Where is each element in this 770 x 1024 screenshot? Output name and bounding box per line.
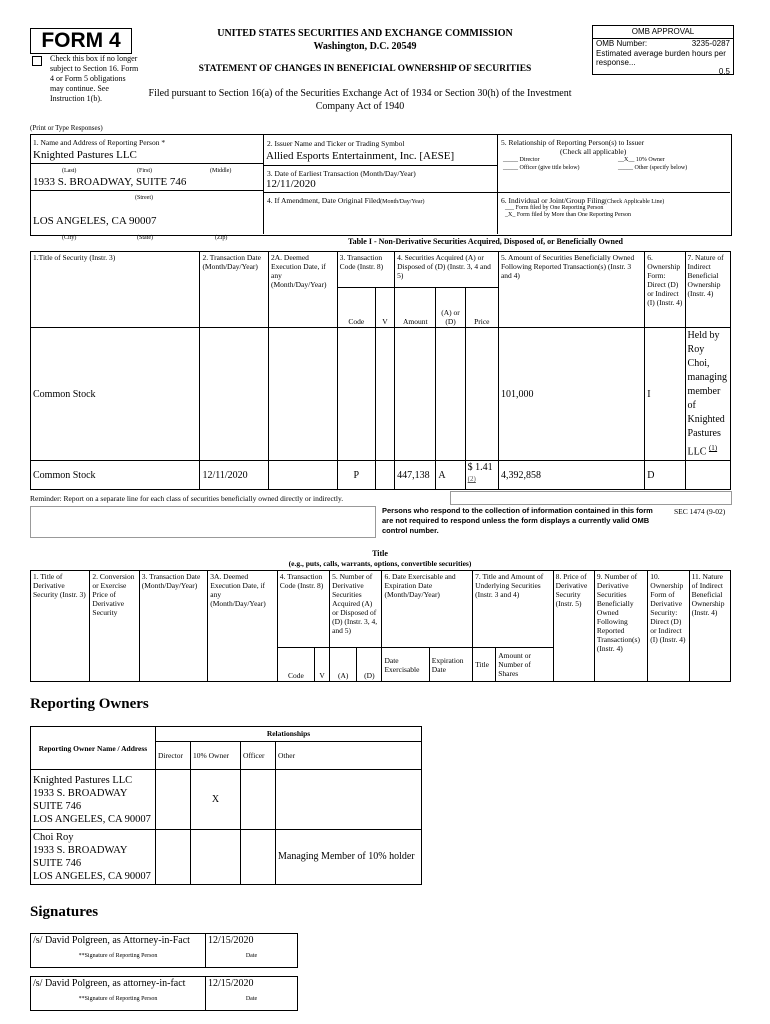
ro-row2-other: Managing Member of 10% holder: [276, 830, 422, 885]
signature-1: /s/ David Polgreen, as Attorney-in-Fact: [31, 934, 206, 952]
date-label-1: Date: [206, 952, 298, 968]
row2-owned: 4,392,858: [498, 461, 644, 490]
state-label: (State): [137, 235, 153, 241]
ro-row1-owner: X: [191, 770, 241, 830]
t1-h2: 2. Transaction Date (Month/Day/Year): [200, 252, 269, 328]
ro-row2-address: Choi Roy 1933 S. BROADWAY SUITE 746 LOS ANGELES, CA 90007: [31, 830, 156, 885]
t1-h5: 5. Amount of Securities Beneficially Owned Following Reported Transaction(s) (Instr. 3 and 4): [498, 252, 644, 328]
omb-number-label: OMB Number:: [596, 39, 648, 48]
t2-h1: 1. Title of Derivative Security (Instr. 3): [31, 571, 90, 682]
reporting-owners-heading: Reporting Owners: [30, 696, 149, 712]
rel-other: _____ Other (specify below): [618, 165, 688, 171]
t2-h4: 4. Transaction Code (Instr. 8): [277, 571, 329, 648]
ro-row2-owner: [191, 830, 241, 885]
table2-derivative: [30, 570, 731, 682]
table2-subtitle: (e.g., puts, calls, warrants, options, convertible securities): [288, 559, 472, 568]
row1-date: [200, 328, 269, 461]
t1-h1: 1.Title of Security (Instr. 3): [31, 252, 200, 328]
ro-row1-other: [276, 770, 422, 830]
t1-v: V: [375, 288, 394, 328]
filing-more: _X_ Form filed by More than One Reporting Person: [505, 212, 631, 218]
rel-owner: __X__ 10% Owner: [618, 157, 665, 163]
box4-sub: (Month/Day/Year): [380, 199, 425, 205]
table-row: [31, 770, 422, 830]
t1-price: Price: [465, 288, 498, 328]
t2-h3a: 3A. Deemed Execution Date, if any (Month/Day/Year): [208, 571, 277, 682]
last-label: (Last): [62, 168, 77, 174]
t2-expiration: Expiration Date: [429, 648, 472, 682]
table-row: [31, 461, 731, 490]
signature-2: /s/ David Polgreen, as attorney-in-fact: [31, 977, 206, 995]
box3-label: 3. Date of Earliest Transaction (Month/Day/Year): [267, 169, 416, 178]
row1-form: I: [645, 328, 685, 461]
t2-v: V: [315, 648, 330, 682]
row2-aord: A: [436, 461, 465, 490]
sig-label-2: **Signature of Reporting Person: [31, 995, 206, 1011]
sig-label-1: **Signature of Reporting Person: [31, 952, 206, 968]
reminder: Reminder: Report on a separate line for each class of securities beneficially owned directly or indirectly.: [30, 494, 344, 503]
t2-amount: Amount or Number of Shares: [496, 648, 553, 682]
t2-h7: 7. Title and Amount of Underlying Securities (Instr. 3 and 4): [473, 571, 554, 648]
t2-d: (D): [357, 648, 382, 682]
street-value: 1933 S. BROADWAY, SUITE 746: [33, 176, 187, 188]
t1-h3: 3. Transaction Code (Instr. 8): [337, 252, 394, 288]
t2-date-exercisable: Date Exercisable: [382, 648, 429, 682]
row1-title: Common Stock: [31, 328, 200, 461]
t1-h7: 7. Nature of Indirect Beneficial Ownership (Instr. 4): [685, 252, 730, 328]
row2-title: Common Stock: [31, 461, 200, 490]
street-label: (Street): [135, 195, 153, 201]
t1-h2a: 2A. Deemed Execution Date, if any (Month/Day/Year): [269, 252, 338, 328]
t2-h11: 11. Nature of Indirect Beneficial Ownership (Instr. 4): [689, 571, 730, 682]
reporting-person-name: Knighted Pastures LLC: [33, 149, 137, 161]
table1-title: Table I - Non-Derivative Securities Acquired, Disposed of, or Beneficially Owned: [348, 237, 623, 246]
table-row: [31, 328, 731, 461]
t2-h5: 5. Number of Derivative Securities Acquired (A) or Disposed of (D) (Instr. 3, 4, and 5): [330, 571, 382, 648]
box5-label: 5. Relationship of Reporting Person(s) to Issuer: [501, 138, 645, 147]
t1-aord: (A) or (D): [436, 288, 465, 328]
agency-name: UNITED STATES SECURITIES AND EXCHANGE COMMISSION: [217, 28, 513, 39]
ro-officer: Officer: [241, 742, 276, 770]
t2-h2: 2. Conversion or Exercise Price of Derivative Security: [90, 571, 139, 682]
t2-h10: 10. Ownership Form of Derivative Security: Direct (D) or Indirect (I) (Instr. 4): [648, 571, 689, 682]
row2-form: D: [645, 461, 685, 490]
ro-relationships: Relationships: [156, 727, 422, 742]
signatures-heading: Signatures: [30, 904, 99, 920]
t1-h4: 4. Securities Acquired (A) or Disposed of (D) (Instr. 3, 4 and 5): [395, 252, 499, 288]
omb-title: OMB APPROVAL: [593, 26, 733, 39]
row1-nature: Held by Roy Choi, managing member of Knighted Pastures LLC $^{(1)}$: [685, 328, 730, 461]
statement-title: STATEMENT OF CHANGES IN BENEFICIAL OWNERSHIP OF SECURITIES: [198, 64, 532, 74]
zip-label: (Zip): [215, 235, 228, 241]
sec-number: SEC 1474 (9-02): [674, 507, 726, 516]
city-value: LOS ANGELES, CA 90007: [33, 215, 157, 227]
table2-title: Title: [372, 549, 388, 558]
row1-price: [465, 328, 498, 461]
signature-table-1: [30, 933, 298, 968]
ro-director: Director: [156, 742, 191, 770]
signature-table-2: [30, 976, 298, 1011]
row1-code: [337, 328, 375, 461]
reporting-owners-table: [30, 726, 422, 885]
agency-location: Washington, D.C. 20549: [313, 41, 417, 52]
issuer-name: Allied Esports Entertainment, Inc. [AESE]: [266, 150, 455, 162]
box1-label: 1. Name and Address of Reporting Person *: [33, 138, 166, 147]
filing-one: ___ Form filed by One Reporting Person: [505, 205, 604, 211]
signature-date-2: 12/15/2020: [206, 977, 298, 995]
ro-other: Other: [276, 742, 422, 770]
table1-non-derivative: [30, 251, 731, 490]
omb-burden-label: Estimated average burden hours per response...: [596, 49, 726, 67]
row1-footnote[interactable]: (1): [708, 444, 718, 452]
date-label-2: Date: [206, 995, 298, 1011]
ro-owner: 10% Owner: [191, 742, 241, 770]
t2-title: Title: [473, 648, 496, 682]
row1-amount: [395, 328, 436, 461]
earliest-transaction-date: 12/11/2020: [266, 178, 316, 190]
box4-label: 4. If Amendment, Date Original Filed(Month/Day/Year): [267, 196, 425, 205]
omb-approval-box: [592, 25, 734, 75]
rel-director: _____ Director: [503, 157, 540, 163]
t1-amount: Amount: [395, 288, 436, 328]
table-row: [31, 830, 422, 885]
t2-a: (A): [330, 648, 357, 682]
row2-code: P: [337, 461, 375, 490]
rel-officer: _____ Officer (give title below): [503, 165, 580, 171]
row2-amount: 447,138: [395, 461, 436, 490]
t1-h6: 6. Ownership Form: Direct (D) or Indirect (I) (Instr. 4): [645, 252, 685, 328]
omb-burden-value: 0.5: [718, 67, 730, 76]
first-label: (First): [137, 168, 152, 174]
t2-h3: 3. Transaction Date (Month/Day/Year): [139, 571, 207, 682]
row1-owned: 101,000: [498, 328, 644, 461]
box2-label: 2. Issuer Name and Ticker or Trading Symbol: [267, 139, 405, 148]
signature-date-1: 12/15/2020: [206, 934, 298, 952]
row2-price: $ 1.41 (2): [465, 461, 498, 490]
row2-nature: [685, 461, 730, 490]
box6-sub: (Check Applicable Line): [604, 199, 665, 205]
reminder-box: [450, 491, 732, 505]
print-type: (Print or Type Responses): [30, 124, 103, 132]
form-title: FORM 4: [30, 28, 132, 54]
t1-code: Code: [337, 288, 375, 328]
middle-label: (Middle): [210, 168, 232, 174]
no-longer-subject-checkbox[interactable]: [32, 56, 42, 66]
t2-h9: 9. Number of Derivative Securities Beneficially Owned Following Reported Transaction(s) (Instr. 4): [594, 571, 647, 682]
box5-sub: (Check all applicable): [560, 147, 627, 156]
persons-notice: Persons who respond to the collection of information contained in this form are not required to respond unless the form displays a currently valid OMB control number.: [382, 506, 653, 535]
t2-code: Code: [277, 648, 314, 682]
filed-pursuant: Filed pursuant to Section 16(a) of the Securities Exchange Act of 1934 or Section 30(h) of the Investment Company Act of 1940: [148, 88, 572, 112]
row2-price-footnote[interactable]: (2): [467, 475, 476, 484]
row1-aord: [436, 328, 465, 461]
row2-date: 12/11/2020: [200, 461, 269, 490]
t2-h8: 8. Price of Derivative Security (Instr. 5): [553, 571, 594, 682]
omb-number-value: 3235-0287: [691, 39, 730, 48]
ro-col-name: Reporting Owner Name / Address: [31, 727, 156, 770]
box6-label: 6. Individual or Joint/Group Filing(Check Applicable Line): [501, 196, 665, 205]
checkbox-text: Check this box if no longer subject to Section 16. Form 4 or Form 5 obligations may continue. See Instruction 1(b).: [50, 54, 139, 103]
notice-left-box: [30, 506, 376, 538]
city-label: (City): [62, 235, 77, 241]
agency-header: [170, 27, 560, 53]
t2-h6: 6. Date Exercisable and Expiration Date (Month/Day/Year): [382, 571, 473, 648]
ro-row1-address: Knighted Pastures LLC 1933 S. BROADWAY SUITE 746 LOS ANGELES, CA 90007: [31, 770, 156, 830]
